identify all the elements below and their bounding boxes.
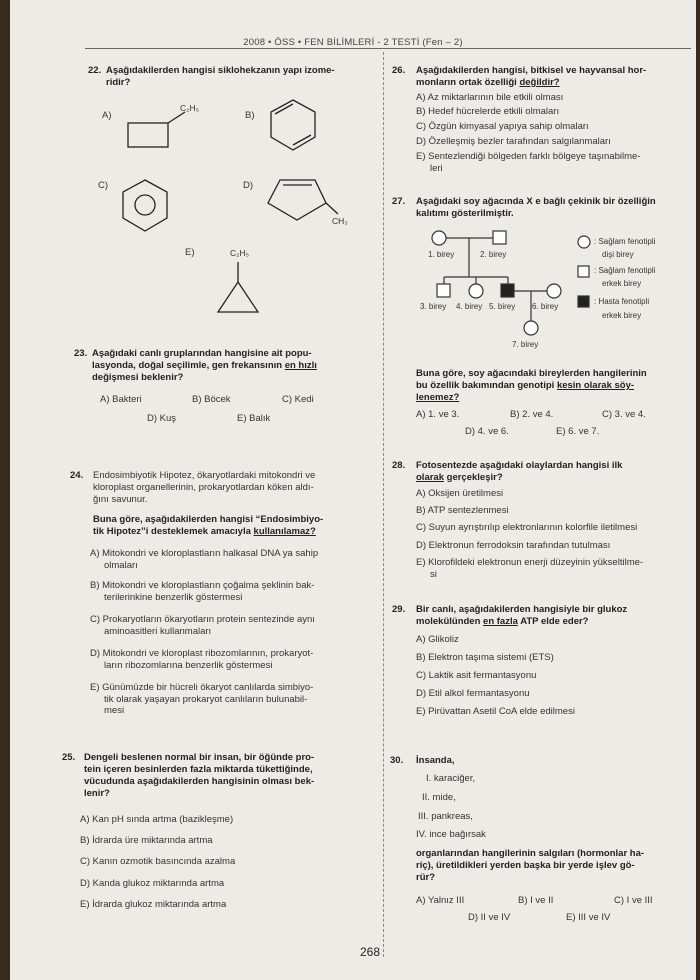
q30-item-2: II. mide, [422, 792, 456, 803]
q22-option-d-label: D) [243, 180, 254, 191]
q23-option-a[interactable]: A) Bakteri [100, 394, 142, 405]
q26-option-e[interactable]: E) Sentezlendiği bölgeden farklı bölgeye taşınabilme- leri [416, 151, 641, 174]
q24-option-d[interactable]: D) Mitokondri ve kloroplast ribozomlarının, prokaryot- ların ribozomlarına benzerlik göstermesi [90, 648, 314, 671]
q25-option-a[interactable]: A) Kan pH sında artma (bazikleşme) [80, 814, 234, 825]
q27-option-c[interactable]: C) 3. ve 4. [602, 409, 646, 420]
legend-2-line-1: : Sağlam fenotipli [594, 266, 656, 275]
q30-item-1: I. karaciğer, [426, 773, 476, 784]
exam-page [10, 0, 696, 980]
q23-text-3: değişmesi beklenir? [92, 372, 184, 383]
legend-affected-male-icon [578, 296, 589, 307]
legend-3-line-2: erkek birey [602, 311, 642, 320]
q22-structure-b [271, 100, 315, 150]
q24-stem-1: Endosimbiyotik Hipotez, ökaryotlardaki mitokondri ve [93, 470, 316, 481]
q24-option-b[interactable]: B) Mitokondri ve kloroplastların çoğalma şeklinin bak- terilerinkine benzerlik göstermesi [90, 580, 315, 603]
q28-text-1: Fotosentezde aşağıdaki olaylardan hangisi ilk [416, 460, 623, 471]
q27-option-a[interactable]: A) 1. ve 3. [416, 409, 460, 420]
q25-text-4: lenir? [84, 788, 110, 799]
q30-question-3: rür? [416, 872, 435, 883]
q26-number: 26. [392, 65, 406, 76]
pedigree-label-3: 3. birey [420, 302, 447, 311]
q24-question-2: tik Hipotez”i desteklemek amacıyla kullanılamaz? [93, 526, 316, 537]
q25-number: 25. [62, 752, 76, 763]
q28-option-b[interactable]: B) ATP sentezlenmesi [416, 505, 509, 516]
q22-option-b-label: B) [245, 110, 255, 121]
q22-text-2: ridir? [106, 77, 131, 88]
pedigree-individual-1 [432, 231, 446, 245]
pedigree-individual-5 [501, 284, 514, 297]
q23-text-2: lasyonda, doğal seçilimle, gen frekansının en hızlı [92, 360, 317, 371]
q27-question-1: Buna göre, soy ağacındaki bireylerden hangilerinin [416, 368, 647, 379]
q30-option-e[interactable]: E) III ve IV [566, 912, 611, 923]
q30-intro: İnsanda, [416, 755, 455, 766]
legend-1-line-1: : Sağlam fenotipli [594, 237, 656, 246]
pedigree-individual-2 [493, 231, 506, 244]
q29-option-d[interactable]: D) Etil alkol fermantasyonu [416, 688, 530, 699]
q30-item-3: III. pankreas, [418, 811, 473, 822]
q29-text-2: molekülünden en fazla ATP elde eder? [416, 616, 589, 627]
q22-text-1: Aşağıdakilerden hangisi siklohekzanın yapı izome- [106, 65, 335, 76]
q22-structure-e [218, 262, 258, 312]
legend-female-icon [578, 236, 590, 248]
pedigree-label-5: 5. birey [489, 302, 516, 311]
pedigree-individual-6 [547, 284, 561, 298]
q23-option-e[interactable]: E) Balık [237, 413, 271, 424]
q25-text-2: tein içeren besinlerden fazla miktarda tükettiğinde, [84, 764, 313, 775]
legend-2-line-2: erkek birey [602, 279, 642, 288]
q22-structure-c [123, 180, 167, 231]
q23-number: 23. [74, 348, 88, 359]
q22-number: 22. [88, 65, 102, 76]
q29-option-a[interactable]: A) Glikoliz [416, 634, 459, 645]
legend-3-line-1: : Hasta fenotipli [594, 297, 650, 306]
q30-option-c[interactable]: C) I ve III [614, 895, 653, 906]
q23-option-b[interactable]: B) Böcek [192, 394, 231, 405]
q26-option-b[interactable]: B) Hedef hücrelerde etkili olmaları [416, 106, 560, 117]
page-header: 2008 • ÖSS • FEN BİLİMLERİ - 2 TESTİ (Fen – 2) [243, 37, 463, 48]
pedigree-label-7: 7. birey [512, 340, 539, 349]
pedigree-label-6: 6. birey [532, 302, 559, 311]
q27-text-2: kalıtımı gösterilmiştir. [416, 208, 514, 219]
q30-option-b[interactable]: B) I ve II [518, 895, 554, 906]
q22-e-substituent: C₂H₅ [230, 248, 250, 258]
q24-option-e[interactable]: E) Günümüzde bir hücreli ökaryot canlılarda simbiyo- tik olarak yaşayan prokaryot canlıların bulunabil- mesi [90, 682, 314, 716]
q22-structure-a [128, 112, 185, 147]
q23-text-1: Aşağıdaki canlı gruplarından hangisine ait popu- [92, 348, 312, 359]
column-divider [383, 52, 384, 957]
pedigree-individual-4 [469, 284, 483, 298]
q24-number: 24. [70, 470, 84, 481]
q28-number: 28. [392, 460, 406, 471]
q27-question-3: lenemez? [416, 392, 460, 403]
q22-structure-d [268, 180, 338, 220]
q28-option-e[interactable]: E) Klorofildeki elektronun enerji düzeyinin yükseltilme- si [416, 557, 644, 580]
pedigree-individual-3 [437, 284, 450, 297]
q27-option-b[interactable]: B) 2. ve 4. [510, 409, 554, 420]
pedigree-label-4: 4. birey [456, 302, 483, 311]
q22-option-a-label: A) [102, 110, 112, 121]
q29-option-c[interactable]: C) Laktik asit fermantasyonu [416, 670, 537, 681]
q26-text-1: Aşağıdakilerden hangisi, bitkisel ve hayvansal hor- [416, 65, 647, 76]
q26-option-c[interactable]: C) Özgün kimyasal yapıya sahip olmaları [416, 121, 589, 132]
q30-number: 30. [390, 755, 404, 766]
legend-male-icon [578, 266, 589, 277]
legend-1-line-2: dişi birey [602, 250, 634, 259]
q27-text-1: Aşağıdaki soy ağacında X e bağlı çekinik bir özelliğin [416, 196, 656, 207]
q25-text-3: vücudunda aşağıdakilerden hangisinin olması bek- [84, 776, 315, 787]
q22-option-c-label: C) [98, 180, 109, 191]
q28-option-c[interactable]: C) Suyun ayrıştırılıp elektronlarının kolorfile iletilmesi [416, 522, 638, 533]
q28-text-2: olarak gerçekleşir? [416, 472, 503, 483]
q28-option-d[interactable]: D) Elektronun ferrodoksin tarafından tutulması [416, 540, 611, 551]
q28-option-a[interactable]: A) Oksijen üretilmesi [416, 488, 504, 499]
q29-text-1: Bir canlı, aşağıdakilerden hangisiyle bir glukoz [416, 604, 628, 615]
q23-option-c[interactable]: C) Kedi [282, 394, 314, 405]
q25-option-c[interactable]: C) Kanın ozmotik basıncında azalma [80, 856, 236, 867]
q22-d-substituent: CH₃ [332, 216, 348, 226]
q30-question-1: organlarından hangilerinin salgıları (hormonlar ha- [416, 848, 645, 859]
q27-option-e[interactable]: E) 6. ve 7. [556, 426, 600, 437]
q25-text-1: Dengeli beslenen normal bir insan, bir öğünde pro- [84, 752, 315, 763]
pedigree-label-2: 2. birey [480, 250, 507, 259]
q30-option-d[interactable]: D) II ve IV [468, 912, 511, 923]
q24-option-c[interactable]: C) Prokaryotların ökaryotların protein sentezinde aynı aminoasitleri kullanmaları [90, 614, 315, 637]
q22-structures [10, 0, 380, 340]
q30-item-4: IV. ince bağırsak [416, 829, 486, 840]
q27-option-d[interactable]: D) 4. ve 6. [465, 426, 509, 437]
page-number: 268 [360, 945, 381, 959]
pedigree-label-1: 1. birey [428, 250, 455, 259]
q30-option-a[interactable]: A) Yalnız III [416, 895, 465, 906]
q30-question-2: riç), üretildikleri yerden başka bir yerde işlev gö- [416, 860, 635, 871]
q25-option-e[interactable]: E) İdrarda glukoz miktarında artma [80, 899, 227, 910]
q24-question-1: Buna göre, aşağıdakilerden hangisi “Endosimbiyo- [93, 514, 324, 525]
q29-option-b[interactable]: B) Elektron taşıma sistemi (ETS) [416, 652, 554, 663]
q27-question-2: bu özellik bakımından genotipi kesin olarak söy- [416, 380, 635, 391]
q25-option-d[interactable]: D) Kanda glukoz miktarında artma [80, 878, 225, 889]
q25-option-b[interactable]: B) İdrarda üre miktarında artma [80, 835, 213, 846]
q22-a-substituent: C₂H₅ [180, 103, 200, 113]
q24-option-a[interactable]: A) Mitokondri ve kloroplastların halkasal DNA ya sahip olmaları [90, 548, 319, 571]
q24-stem-3: ğını savunur. [93, 494, 148, 505]
q27-number: 27. [392, 196, 406, 207]
q26-option-a[interactable]: A) Az miktarlarının bile etkili olması [416, 92, 564, 103]
q22-option-e-label: E) [185, 247, 195, 258]
q29-number: 29. [392, 604, 406, 615]
q23-option-d[interactable]: D) Kuş [147, 413, 177, 424]
q26-option-d[interactable]: D) Özelleşmiş bezler tarafından salgılanmaları [416, 136, 611, 147]
pedigree-individual-7 [524, 321, 538, 335]
q29-option-e[interactable]: E) Pirüvattan Asetil CoA elde edilmesi [416, 706, 575, 717]
q24-stem-2: kloroplast organellerinin, prokaryotlardan köken aldı- [93, 482, 314, 493]
q26-text-2: monların ortak özelliği değildir? [416, 77, 560, 88]
